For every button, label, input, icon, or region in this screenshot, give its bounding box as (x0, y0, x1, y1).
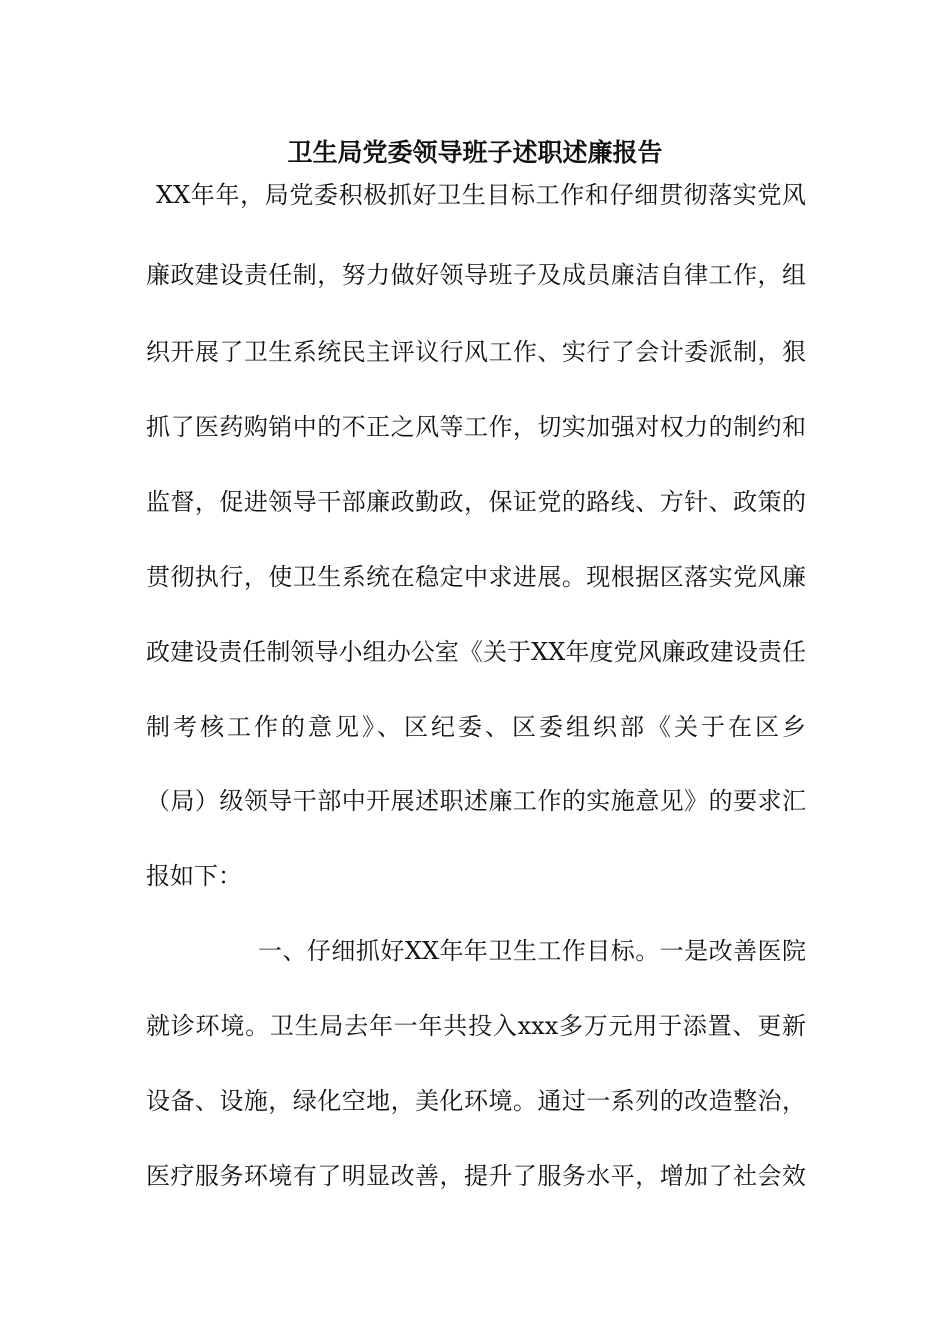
body-line: 抓了医药购销中的不正之风等工作，切实加强对权力的制约和 (146, 413, 806, 441)
body-line: XX年年，局党委积极抓好卫生目标工作和仔细贯彻落实党风 (156, 181, 806, 209)
body-line: 就诊环境。卫生局去年一年共投入xxx多万元用于添置、更新 (146, 1012, 806, 1040)
body-line: 贯彻执行，使卫生系统在稳定中求进展。现根据区落实党风廉 (146, 563, 806, 591)
body-line: 监督，促进领导干部廉政勤政，保证党的路线、方针、政策的 (146, 488, 806, 516)
body-line: （局）级领导干部中开展述职述廉工作的实施意见》的要求汇 (146, 787, 806, 815)
body-line: 一、仔细抓好XX年年卫生工作目标。一是改善医院 (258, 937, 806, 965)
body-line: 报如下： (146, 862, 242, 890)
body-line: 设备、设施，绿化空地，美化环境。通过一系列的改造整治， (146, 1087, 806, 1115)
body-line: 政建设责任制领导小组办公室《关于XX年度党风廉政建设责任 (146, 638, 806, 666)
body-line: 制考核工作的意见》、区纪委、区委组织部《关于在区乡 (146, 713, 806, 741)
body-line: 织开展了卫生系统民主评议行风工作、实行了会计委派制，狠 (146, 338, 806, 366)
body-line: 廉政建设责任制，努力做好领导班子及成员廉洁自律工作，组 (146, 261, 806, 289)
body-line: 医疗服务环境有了明显改善，提升了服务水平，增加了社会效 (146, 1162, 806, 1190)
document-title: 卫生局党委领导班子述职述廉报告 (287, 138, 663, 167)
